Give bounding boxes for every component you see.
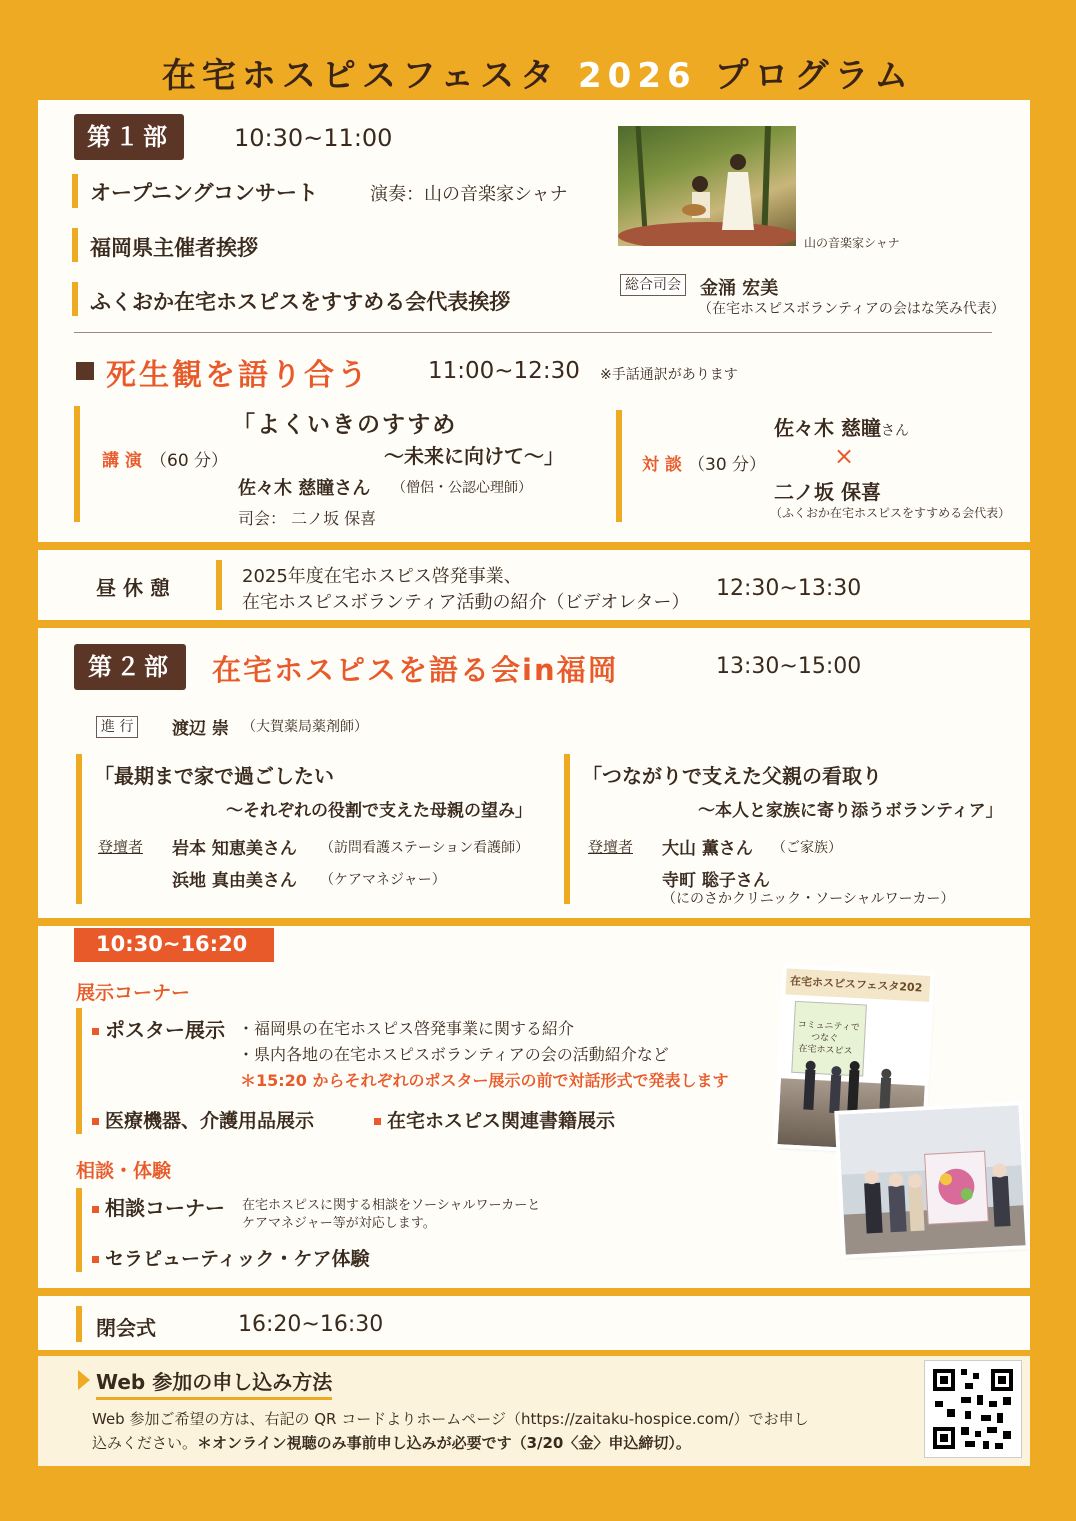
part1-panel (38, 100, 1030, 542)
lecture-bar (74, 406, 80, 522)
consult-desc-2: ケアマネジャー等が対応します。 (242, 1216, 436, 1231)
talk-person-2: 二ノ坂 保喜 (774, 480, 881, 504)
talk-person-1-name: 佐々木 慈瞳 (774, 416, 881, 440)
mc-name: 金涌 宏美 (700, 278, 779, 299)
performer: 演奏：山の音楽家シャナ (370, 184, 568, 205)
mc-label: 総合司会 (620, 274, 686, 296)
medical-label: 医療機器、介護用品展示 (105, 1110, 315, 1132)
part2-time: 13:30~15:00 (716, 654, 862, 679)
title-year: 2026 (578, 56, 697, 96)
session-note: ※手話通訳があります (600, 367, 738, 383)
title-main: 在宅ホスピスフェスタ (161, 56, 561, 96)
lecture-speaker: 佐々木 慈瞳さん (238, 478, 371, 499)
talk-bar (616, 410, 622, 522)
page-title (0, 48, 1076, 97)
lecture-title-2: ～未来に向けて～」 (384, 444, 564, 468)
poster-desc-1: ・福岡県の在宅ホスピス啓発事業に関する紹介 (238, 1019, 575, 1038)
photo1-board-line-3: 在宅ホスピス (798, 1044, 853, 1057)
lunch-time: 12:30~13:30 (716, 576, 862, 601)
bullet (92, 1118, 99, 1125)
lecture-title-1: 「よくいきのすすめ (232, 412, 458, 438)
moderator-label: 進 行 (96, 716, 138, 738)
web-line-1: Web 参加ご希望の方は、右記の QR コードよりホームページ（https://zaitaku-hospice.com/）でお申し (92, 1410, 809, 1428)
books-item (374, 1106, 615, 1133)
bullet (92, 1256, 99, 1263)
left-title-1: 「最期まで家で過ごしたい (94, 764, 334, 788)
photo1-board-line-1: コミュニティで (797, 1020, 861, 1034)
closing-label: 閉会式 (96, 1316, 156, 1340)
right-title-1: 「つながりで支えた父親の看取り (582, 764, 882, 788)
web-line-2b: ＊オンライン視聴のみ事前申し込みが必要です（3/20〈金〉申込締切）。 (197, 1434, 691, 1452)
lecture-label: 講 演 (102, 451, 142, 471)
part2-tag: 第２部 (74, 644, 186, 690)
talk-person-2-desc: （ふくおか在宅ホスピスをすすめる会代表） (770, 506, 1011, 520)
web-line-2a: 込みください。 (92, 1434, 198, 1452)
right-speakers-label: 登壇者 (588, 838, 634, 856)
left-speaker-1-desc: （訪問看護ステーション看護師） (320, 840, 530, 856)
right-speaker-2: 寺町 聡子さん (662, 871, 770, 891)
left-speaker-2: 浜地 真由美さん (172, 871, 297, 891)
qr-code-icon (925, 1361, 1021, 1457)
photo-caption: 山の音楽家シャナ (804, 236, 900, 250)
consult-bar (76, 1188, 82, 1272)
poster-label: ポスター展示 (105, 1018, 225, 1042)
item-bar (72, 228, 78, 262)
left-speakers-label: 登壇者 (98, 838, 144, 856)
part2-title: 在宅ホスピスを語る会in福岡 (212, 653, 619, 687)
left-title-2: ～それぞれの役割で支えた母親の望み」 (226, 801, 532, 821)
photo1-board-line-2: つなぐ (810, 1032, 839, 1045)
divider (74, 332, 992, 333)
web-arrow-icon (78, 1370, 90, 1390)
web-title: Web 参加の申し込み方法 (96, 1366, 332, 1400)
bullet (374, 1118, 381, 1125)
lunch-line-1: 2025年度在宅ホスピス啓発事業、 (242, 566, 522, 587)
exhibit-bar (76, 1008, 82, 1134)
consult-title: 相談・体験 (76, 1160, 172, 1182)
closing-time: 16:20~16:30 (238, 1312, 384, 1337)
session-square (76, 362, 94, 380)
concert-photo-art (618, 126, 796, 246)
session-time: 11:00~12:30 (428, 358, 580, 384)
lecture-mc: 司会： 二ノ坂 保喜 (238, 509, 377, 528)
bullet (92, 1206, 99, 1213)
right-speaker-1: 大山 薫さん (662, 839, 753, 859)
event-photo-2 (838, 1105, 1025, 1254)
lunch-label: 昼 休 憩 (96, 576, 170, 600)
concert-photo (618, 126, 796, 246)
lecture-length: （60 分） (150, 451, 229, 471)
talk-person-1 (774, 412, 909, 441)
closing-bar (76, 1306, 82, 1342)
talk-length: （30 分） (688, 455, 767, 475)
left-case-bar (76, 754, 82, 904)
right-case-bar (564, 754, 570, 904)
left-speaker-2-desc: （ケアマネジャー） (320, 872, 446, 888)
lunch-panel (38, 550, 1030, 620)
mc-desc: （在宅ホスピスボランティアの会はな笑み代表） (698, 301, 1005, 317)
corner-title: 展示コーナー (76, 982, 191, 1004)
moderator-desc: （大賀薬局薬剤師） (242, 719, 368, 735)
session-title: 死生観を語り合う (106, 358, 370, 393)
closing-panel (38, 1296, 1030, 1350)
lecture-speaker-desc: （僧侶・公認心理師） (392, 480, 532, 496)
moderator-name: 渡辺 崇 (172, 719, 229, 739)
talk-label: 対 談 (642, 455, 682, 475)
right-speaker-1-desc: （ご家族） (772, 840, 842, 856)
title-suffix: プログラム (714, 56, 915, 96)
qr-code[interactable] (924, 1360, 1022, 1458)
lunch-line-2: 在宅ホスピスボランティア活動の紹介（ビデオレター） (242, 592, 690, 613)
medical-item (92, 1106, 314, 1133)
consult-item (92, 1192, 225, 1221)
part2-panel (38, 628, 1030, 918)
item-bar (72, 174, 78, 208)
left-speaker-1: 岩本 知恵美さん (172, 839, 297, 859)
part1-time: 10:30~11:00 (234, 124, 393, 152)
exhibit-panel (38, 926, 1030, 1288)
rep-greeting: ふくおか在宅ホスピスをすすめる会代表挨拶 (90, 290, 511, 314)
talk-cross: × (834, 442, 855, 470)
right-speaker-2-desc: （にのさかクリニック・ソーシャルワーカー） (662, 891, 955, 907)
consult-label: 相談コーナー (105, 1196, 225, 1220)
part1-tag: 第１部 (74, 114, 184, 160)
right-title-2: ～本人と家族に寄り添うボランティア」 (698, 801, 1003, 821)
web-line-2 (92, 1432, 691, 1453)
item-bar (72, 282, 78, 316)
bullet (92, 1028, 99, 1035)
consult-desc-1: 在宅ホスピスに関する相談をソーシャルワーカーと (242, 1198, 541, 1213)
photo1-banner-text: 在宅ホスピスフェスタ202 (789, 974, 923, 995)
web-panel (38, 1356, 1030, 1466)
opening-concert: オープニングコンサート (90, 181, 319, 205)
photo2-art (838, 1105, 1025, 1254)
lunch-bar (216, 560, 222, 610)
books-label: 在宅ホスピス関連書籍展示 (387, 1110, 616, 1132)
poster-desc-2: ・県内各地の在宅ホスピスボランティアの会の活動紹介など (238, 1045, 669, 1064)
therapy-label: セラピューティック・ケア体験 (105, 1248, 370, 1270)
poster-note: ＊15:20 からそれぞれのポスター展示の前で対話形式で発表します (240, 1071, 729, 1090)
poster-item (92, 1014, 225, 1043)
exhibit-time: 10:30~16:20 (96, 932, 248, 956)
talk-person-1-suffix: さん (880, 423, 909, 439)
pref-greeting: 福岡県主催者挨拶 (90, 236, 258, 260)
therapy-item (92, 1244, 369, 1271)
